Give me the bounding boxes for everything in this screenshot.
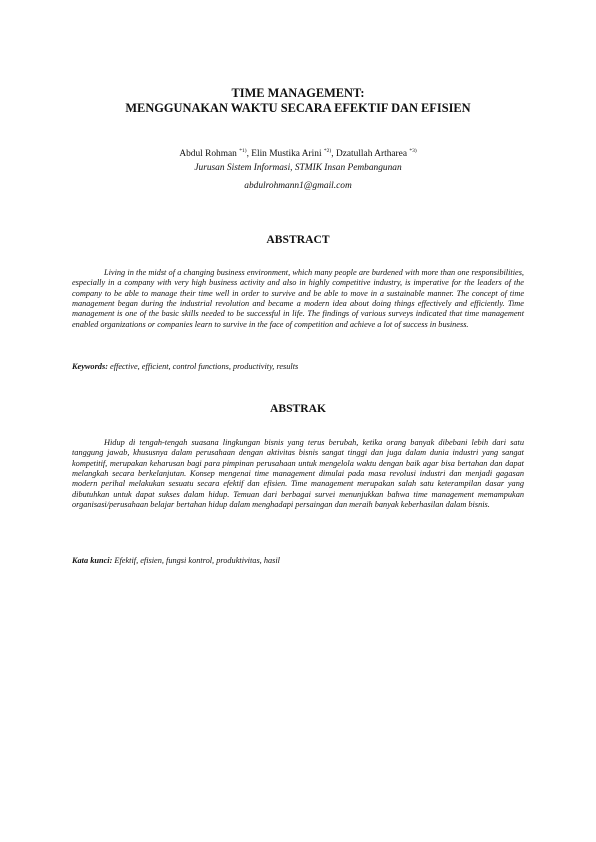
keywords-text: effective, efficient, control functions, productivity, results [107,362,299,371]
author-name: Elin Mustika Arini [251,149,322,159]
author-name: Dzatullah Artharea [335,149,407,159]
title-line-1: TIME MANAGEMENT: [231,86,365,100]
abstract-heading: ABSTRACT [266,233,330,246]
kata-kunci-text: Efektif, efisien, fungsi kontrol, produktivitas, hasil [112,556,280,565]
author-mark: *1) [239,148,247,154]
author-list [40,145,556,160]
abstrak-heading: ABSTRAK [269,402,327,415]
author-separator: , [246,149,252,159]
paper-title [40,86,556,116]
abstrak-keywords [72,556,524,566]
abstrak-body: Hidup di tengah-tengah suasana lingkungan bisnis yang terus berubah, ketika orang banyak dibebani lebih dari satu tanggung jawab, khususnya dalam perusahaan dengan aktivitas bisnis sangat tinggi dan juga dalam dunia industri yang sangat kompetitif, merupakan keharusan bagi para pimpinan perusahaan untuk mengelola waktu dengan baik agar bisa bertahan dan dapat melangkah secara berkelanjutan. Konsep mengenai time management dimulai pada masa revolusi industri dan menjadi gagasan modern perihal melakukan sesuatu secara efektif dan efisien. Time management merupakan salah satu keterampilan dasar yang dibutuhkan untuk dapat sukses dalam hidup. Temuan dari berbagai survei menunjukkan bahwa time management memampukan organisasi/perusahaan belajar bertahan hidup dalam menghadapi persaingan dan meraih banyak keberhasilan dalam bisnis. [72,438,524,510]
author-mark: *2) [323,148,332,154]
author-mark: *3) [409,148,417,154]
author-email: abdulrohmann1@gmail.com [244,181,352,191]
title-line-2: MENGGUNAKAN WAKTU SECARA EFEKTIF DAN EFISIEN [125,101,471,115]
kata-kunci-label: Kata kunci: [72,556,113,565]
keywords-label: Keywords: [72,362,108,371]
author-separator: , [331,149,336,159]
author-name: Abdul Rohman [179,149,237,159]
affiliation: Jurusan Sistem Informasi, STMIK Insan Pembangunan [194,163,402,173]
abstract-body: Living in the midst of a changing business environment, which many people are burdened with more than one responsibilities, especially in a company with very high business activity and also in highly competitive industry, is imperative for the leaders of the company to be able to manage their time well in order to survive and be able to move in a sustainable manner. The concept of time management began during the industrial revolution and became a modern idea about doing things effectively and efficiently. Time management is one of the basic skills needed to be successful in life. The findings of various surveys indicated that time management enabled organizations or companies learn to survive in the face of competition and achieve a lot of success in business. [72,268,524,329]
abstract-keywords [72,362,524,372]
